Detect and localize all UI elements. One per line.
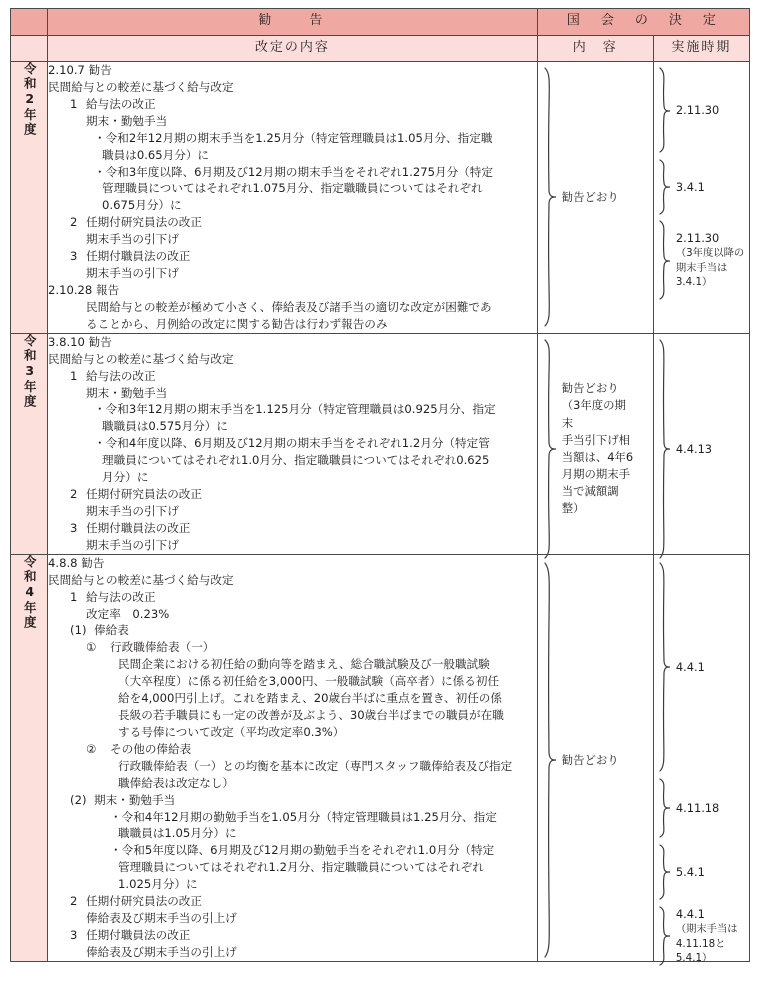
bullet-line-cont: 職職員は0.575月分）に — [102, 419, 228, 434]
report-line: 民間給与との較差が極めて小さく、俸給表及び諸手当の適切な改定が困難であ — [86, 299, 492, 314]
timing-cell-reiwa4 — [653, 554, 749, 965]
item-number: 3 — [70, 520, 78, 535]
circled-list-item — [48, 639, 537, 656]
paren-number: (1) — [70, 623, 87, 638]
table-row — [11, 333, 750, 554]
item-title: 任期付職員法の改正 — [86, 249, 191, 264]
decision-text: 勧告どおり （3年度の期末 手当引下げ相 当額は、4年6 月期の期末手 当で減額調整） — [561, 381, 634, 516]
bullet-line: ・令和2年12月期の期末手当を1.25月分（特定管理職員は1.05月分、指定職 — [94, 130, 493, 145]
item-subtitle: 期末手当の引下げ — [86, 232, 179, 247]
timing-text: 4.11.18 — [675, 800, 720, 815]
body-line: 民間企業における初任給の動向等を踏まえ、総合職試験及び一般職試験 — [118, 657, 490, 672]
content-cell-reiwa3 — [48, 333, 538, 554]
item-title: 給与法の改正 — [86, 96, 156, 111]
body-line: 行政職俸給表（一）との均衡を基本に改定（専門スタッフ職俸給表及び指定 — [118, 758, 513, 773]
bullet-line: ・令和4年度以降、6月期及び12月期の期末手当をそれぞれ1.2月分（特定管 — [94, 436, 490, 451]
year-cell-reiwa3 — [11, 333, 48, 554]
list-item — [48, 486, 537, 503]
item-title: 任期付研究員法の改正 — [86, 894, 202, 909]
bullet-line-cont: 0.675月分）に — [102, 198, 182, 213]
sub-item-title: 俸給表 — [94, 623, 129, 638]
sub-list-item — [48, 792, 537, 809]
table-row — [11, 554, 750, 961]
table-header-sub-row — [11, 36, 750, 62]
list-item — [48, 893, 537, 910]
lead-text: 民間給与との較差に基づく給与改定 — [48, 572, 234, 587]
table-header-top-row — [11, 9, 750, 36]
item-subtitle: 俸給表及び期末手当の引上げ — [86, 944, 237, 959]
decision-cell-reiwa3 — [537, 333, 653, 554]
lead-text: 民間給与との較差に基づく給与改定 — [48, 79, 234, 94]
bullet-line-cont: 1.025月分）に — [118, 877, 198, 892]
item-title: 任期付職員法の改正 — [86, 928, 191, 943]
brace-icon — [658, 66, 672, 154]
bullet-line-cont: 管理職員についてはそれぞれ1.075月分、指定職職員についてはそれぞれ — [102, 181, 483, 196]
bullet-line: ・令和3年12月期の期末手当を1.125月分（特定管理職員は0.925月分、指定 — [94, 402, 496, 417]
timing-text: 2.11.30 — [675, 102, 720, 117]
body-line: 職俸給表は改定なし） — [118, 775, 234, 790]
brace-icon — [658, 561, 672, 773]
item-number: 1 — [70, 589, 78, 604]
header-decision-content: 内 容 — [537, 36, 653, 62]
list-item — [48, 589, 537, 606]
timing-cell-reiwa2 — [653, 62, 749, 334]
timing-text: 4.4.1 — [675, 659, 705, 674]
item-title: 任期付研究員法の改正 — [86, 487, 202, 502]
content-cell-reiwa4 — [48, 554, 538, 961]
brace-icon — [542, 561, 558, 959]
sub-list-item — [48, 622, 537, 639]
report-line-cont: ることから、月例給の改定に関する勧告は行わず報告のみ — [86, 316, 388, 331]
decision-cell-reiwa4 — [537, 554, 653, 961]
item-number: 3 — [70, 928, 78, 943]
body-line: （大卒程度）に係る初任給を3,000円、一般職試験（高卒者）に係る初任 — [118, 674, 500, 689]
decision-text: 勧告どおり — [561, 752, 619, 767]
header-implementation-timing: 実施時期 — [653, 36, 749, 62]
bullet-line-cont: 職職員は1.05月分）に — [118, 826, 237, 841]
item-subtitle: 俸給表及び期末手当の引上げ — [86, 911, 237, 926]
salary-revision-table — [10, 8, 750, 965]
bullet-line-cont: 管理職員についてはそれぞれ1.2月分、指定職職員についてはそれぞれ — [118, 860, 484, 875]
lead-text: 民間給与との較差に基づく給与改定 — [48, 351, 234, 366]
decision-cell-reiwa2 — [537, 62, 653, 334]
content-cell-reiwa2 — [48, 62, 538, 334]
year-cell-reiwa4 — [11, 554, 48, 961]
bullet-line-cont: 職員は0.65月分）に — [102, 147, 210, 162]
timing-text: 3.4.1 — [675, 179, 705, 194]
item-subtitle: 期末・勤勉手当 — [86, 113, 168, 128]
timing-text: 5.4.1 — [675, 864, 705, 879]
year-label: 令和2年度 — [22, 62, 38, 137]
revision-rate: 改定率 0.23% — [86, 606, 170, 621]
table-row — [11, 62, 750, 334]
circled-number: ① — [86, 640, 97, 655]
list-item — [48, 214, 537, 231]
heading-recommendation-date: 4.8.8 勧告 — [48, 555, 105, 570]
paren-number: (2) — [70, 792, 87, 807]
circled-list-item — [48, 741, 537, 758]
body-line: する号俸について改定（平均改定率0.3%） — [118, 724, 345, 739]
brace-icon — [658, 777, 672, 839]
item-subtitle: 期末手当の引下げ — [86, 537, 179, 552]
item-subtitle: 期末手当の引下げ — [86, 503, 179, 518]
year-label: 令和3年度 — [22, 333, 38, 409]
circled-item-title: その他の俸給表 — [110, 741, 192, 756]
year-cell-reiwa2 — [11, 62, 48, 334]
header-diet-decision: 国 会 の 決 定 — [537, 9, 749, 36]
item-number: 1 — [70, 368, 78, 383]
heading-recommendation-date: 2.10.7 勧告 — [48, 63, 112, 77]
year-label: 令和4年度 — [22, 554, 38, 630]
brace-icon — [542, 66, 558, 328]
brace-icon — [542, 338, 558, 560]
body-line: 給を4,000円引上げ。これを踏まえ、20歳台半ばに重点を置き、初任の係 — [118, 691, 502, 706]
item-number: 2 — [70, 487, 78, 502]
item-subtitle: 期末・勤勉手当 — [86, 385, 168, 400]
bullet-line: ・令和5年度以降、6月期及び12月期の勤勉手当をそれぞれ1.0月分（特定 — [110, 843, 495, 858]
bullet-line-cont: 理職員についてはそれぞれ1.0月分、指定職職員についてはそれぞれ0.625 — [102, 453, 490, 468]
brace-icon — [658, 158, 672, 216]
list-item — [48, 96, 537, 113]
item-number: 2 — [70, 215, 78, 230]
bullet-line-cont: 月分）に — [102, 470, 149, 485]
brace-icon — [658, 338, 672, 560]
header-revision-content: 改定の内容 — [48, 36, 538, 62]
item-title: 給与法の改正 — [86, 589, 156, 604]
brace-icon — [658, 905, 672, 967]
bullet-line: ・令和4年12月期の勤勉手当を1.05月分（特定管理職員は1.25月分、指定 — [110, 809, 497, 824]
bullet-line: ・令和3年度以降、6月期及び12月期の期末手当をそれぞれ1.275月分（特定 — [94, 164, 493, 179]
heading-recommendation-date: 3.8.10 勧告 — [48, 334, 112, 349]
timing-text: 2.11.30 （3年度以降の 期末手当は 3.4.1） — [675, 231, 745, 289]
item-number: 3 — [70, 249, 78, 264]
timing-text: 4.4.1 （期末手当は 4.11.18と 5.4.1） — [675, 907, 738, 965]
header-corner-blank — [11, 9, 48, 36]
item-title: 給与法の改正 — [86, 368, 156, 383]
item-title: 任期付職員法の改正 — [86, 520, 191, 535]
heading-report-date: 2.10.28 報告 — [48, 282, 120, 297]
brace-icon — [658, 843, 672, 901]
item-number: 2 — [70, 894, 78, 909]
header-sub-corner-blank — [11, 36, 48, 62]
item-title: 任期付研究員法の改正 — [86, 215, 202, 230]
decision-text: 勧告どおり — [561, 189, 619, 204]
item-subtitle: 期末手当の引下げ — [86, 266, 179, 281]
circled-number: ② — [86, 741, 97, 756]
list-item — [48, 927, 537, 944]
brace-icon — [658, 219, 672, 301]
list-item — [48, 520, 537, 537]
timing-text: 4.4.13 — [675, 441, 713, 456]
list-item — [48, 248, 537, 265]
item-number: 1 — [70, 96, 78, 111]
circled-item-title: 行政職俸給表（一） — [110, 640, 215, 655]
list-item — [48, 368, 537, 385]
body-line: 長級の若手職員にも一定の改善が及ぶよう、30歳台半ばまでの職員が在職 — [118, 708, 504, 723]
timing-cell-reiwa3 — [653, 333, 749, 554]
sub-item-title: 期末・勤勉手当 — [94, 792, 176, 807]
header-recommendation: 勧 告 — [48, 9, 538, 36]
